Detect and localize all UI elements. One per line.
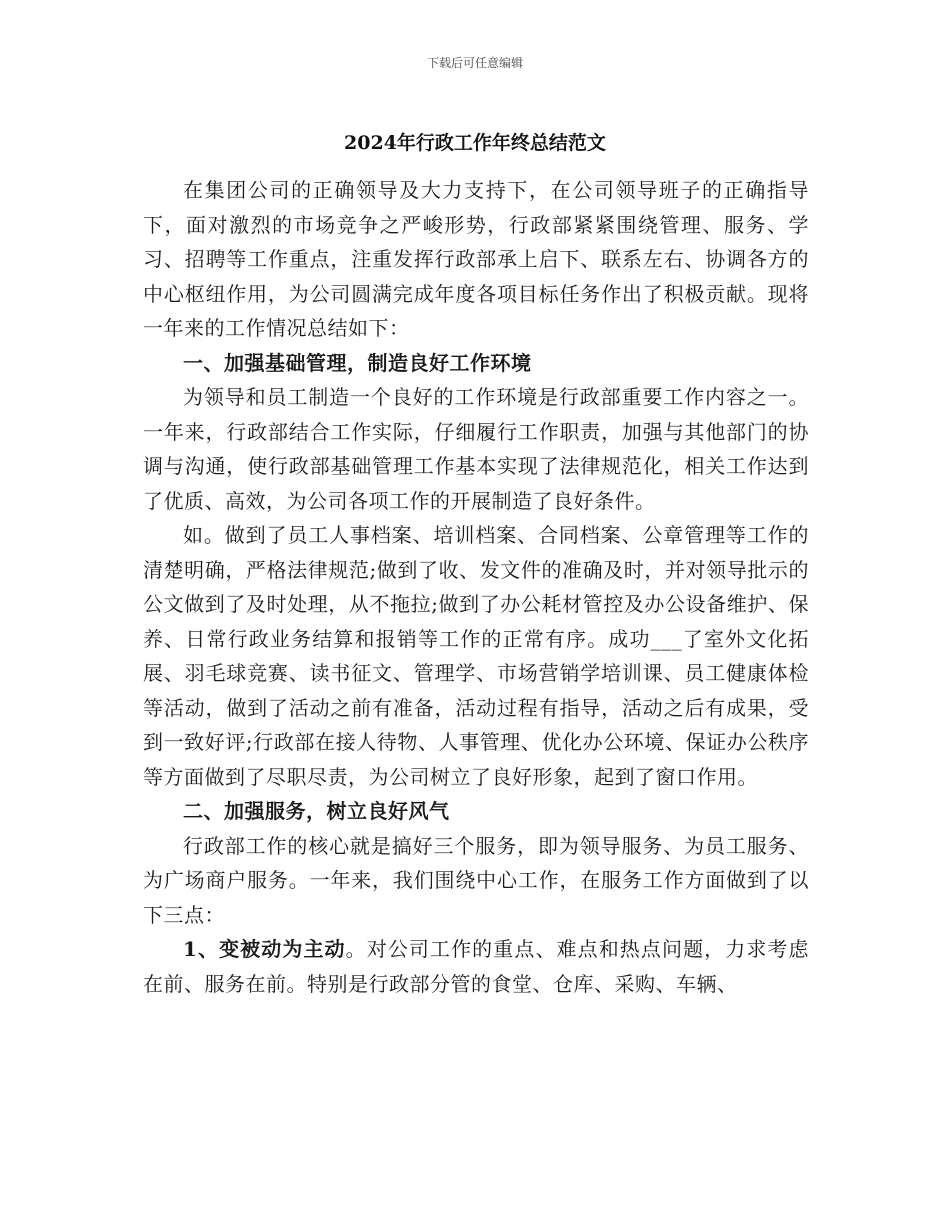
section2-paragraph-1: 行政部工作的核心就是搞好三个服务，即为领导服务、为员工服务、为广场商户服务。一年来，我们围绕中心工作，在服务工作方面做到了以下三点： xyxy=(143,833,809,927)
header-note: 下载后可任意编辑 xyxy=(426,56,523,70)
document-title: 2024年行政工作年终总结范文 xyxy=(344,132,606,154)
item1-heading: 1、变被动为主动 xyxy=(183,937,346,961)
section1-paragraph-1: 为领导和员工制造一个良好的工作环境是行政部重要工作内容之一。一年来，行政部结合工作实际，仔细履行工作职责，加强与其他部门的协调与沟通，使行政部基础管理工作基本实现了法律规范化，相关工作达到了优质、高效，为公司各项工作的开展制造了良好条件。 xyxy=(143,385,809,513)
document-body xyxy=(143,173,809,1001)
item1-text: 。对公司工作的重点、难点和热点问题，力求考虑在前、服务在前。特别是行政部分管的食堂、仓库、采购、车辆、 xyxy=(143,937,810,996)
section-heading-1: 一、加强基础管理，制造良好工作环境 xyxy=(183,350,532,375)
intro-paragraph: 在集团公司的正确领导及大力支持下，在公司领导班子的正确指导下，面对激烈的市场竞争之严峻形势，行政部紧紧围绕管理、服务、学习、招聘等工作重点，注重发挥行政部承上启下、联系左右、协调各方的中心枢纽作用，为公司圆满完成年度各项目标任务作出了积极贡献。现将一年来的工作情况总结如下： xyxy=(143,178,809,340)
section-heading-2: 二、加强服务，树立良好风气 xyxy=(183,799,450,823)
section2-item-1 xyxy=(143,932,809,1001)
section1-paragraph-2: 如。做到了员工人事档案、培训档案、合同档案、公章管理等工作的清楚明确，严格法律规范;做到了收、发文件的准确及时，并对领导批示的公文做到了及时处理，从不拖拉;做到了办公耗材管控及办公设备维护、保养、日常行政业务结算和报销等工作的正常有序。成功___了室外文化拓展、羽毛球竞赛、读书征文、管理学、市场营销学培训课、员工健康体检等活动，做到了活动之前有准备，活动过程有指导，活动之后有成果，受到一致好评;行政部在接人待物、人事管理、优化办公环境、保证办公秩序等方面做到了尽职尽责，为公司树立了良好形象，起到了窗口作用。 xyxy=(143,523,809,789)
